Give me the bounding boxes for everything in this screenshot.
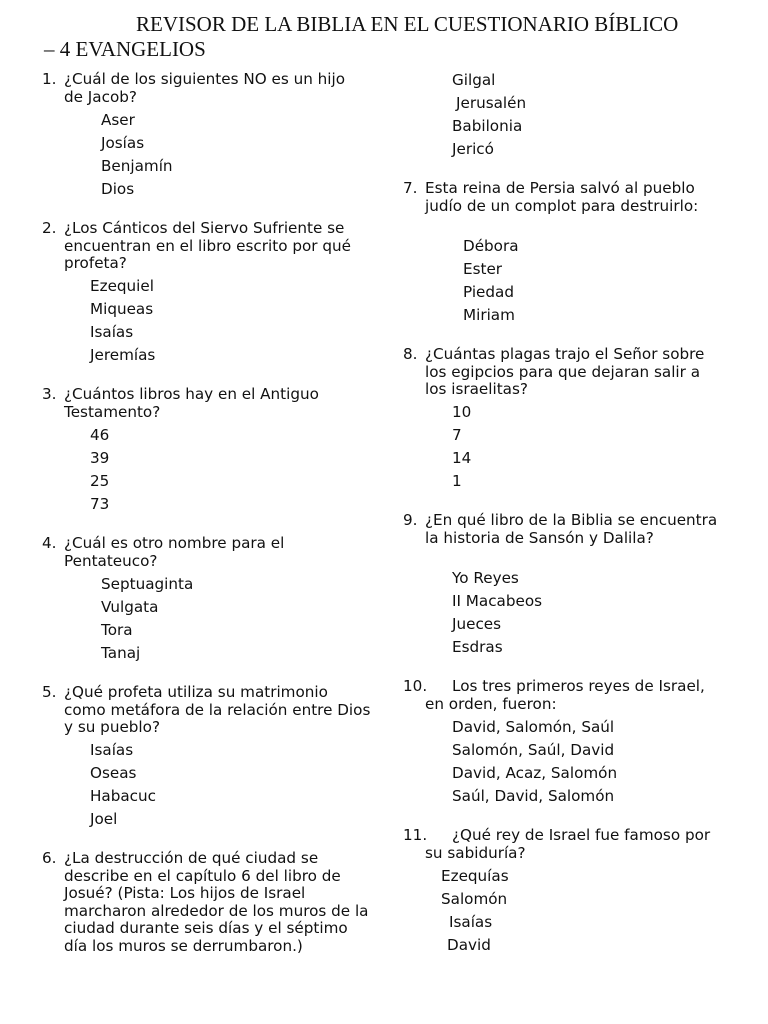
question-text: ¿Cuál de los siguientes NO es un hijo de Jacob? [64, 70, 345, 106]
question-text: ¿En qué libro de la Biblia se encuentra la historia de Sansón y Dalila? [425, 511, 718, 547]
option: 46 [90, 426, 110, 444]
question-number: 10. [403, 677, 428, 695]
title-line-2: – 4 EVANGELIOS [44, 37, 206, 61]
question-number: 8. [403, 345, 418, 363]
option: Miriam [463, 306, 515, 324]
option: Benjamín [101, 157, 173, 175]
option: 14 [452, 449, 472, 467]
question-11 [403, 827, 723, 862]
question-text: ¿Qué rey de Israel fue famoso por su sabiduría? [425, 826, 711, 862]
option: II Macabeos [452, 592, 543, 610]
question-number: 5. [42, 683, 57, 701]
option: Habacuc [90, 787, 157, 805]
question-text: ¿La destrucción de qué ciudad se describe en el capítulo 6 del libro de Josué? (Pista: Los hijos de Israel marcharon alrededor de los muros de la ciudad durante seis días y el séptimo día los muros se derrumbaron.) [64, 849, 369, 955]
option: Saúl, David, Salomón [452, 787, 615, 805]
question-text: ¿Qué profeta utiliza su matrimonio como metáfora de la relación entre Dios y su pueblo? [64, 683, 371, 736]
question-10 [403, 678, 723, 713]
option: 25 [90, 472, 110, 490]
question-7 [403, 180, 723, 215]
question-8 [403, 346, 713, 399]
question-9 [403, 512, 723, 547]
option: Oseas [90, 764, 137, 782]
question-number: 2. [42, 219, 57, 237]
question-number: 3. [42, 385, 57, 403]
option: Jeremías [90, 346, 156, 364]
option: David [447, 936, 491, 954]
option: Yo Reyes [452, 569, 519, 587]
question-number: 9. [403, 511, 418, 529]
option: Isaías [90, 323, 134, 341]
option: Babilonia [452, 117, 523, 135]
option: Tanaj [101, 644, 141, 662]
option: Salomón [441, 890, 508, 908]
option: Josías [101, 134, 145, 152]
option: Ezequías [441, 867, 509, 885]
question-text: Los tres primeros reyes de Israel, en orden, fueron: [425, 677, 705, 713]
option: Débora [463, 237, 519, 255]
question-text: Esta reina de Persia salvó al pueblo judío de un complot para destruirlo: [425, 179, 699, 215]
option: Aser [101, 111, 135, 129]
question-3 [42, 386, 372, 421]
option: Isaías [449, 913, 493, 931]
option: Salomón, Saúl, David [452, 741, 615, 759]
question-text: ¿Cuántos libros hay en el Antiguo Testamento? [64, 385, 319, 421]
question-number: 4. [42, 534, 57, 552]
option: Vulgata [101, 598, 159, 616]
question-number: 11. [403, 826, 428, 844]
page-title [44, 12, 744, 62]
question-text: ¿Cuántas plagas trajo el Señor sobre los egipcios para que dejaran salir a los israelitas? [425, 345, 705, 398]
option: Tora [101, 621, 133, 639]
title-line-1: REVISOR DE LA BIBLIA EN EL CUESTIONARIO BÍBLICO [136, 12, 679, 36]
option: 73 [90, 495, 110, 513]
question-number: 6. [42, 849, 57, 867]
question-2 [42, 220, 372, 273]
option: Dios [101, 180, 135, 198]
question-4 [42, 535, 342, 570]
option: 1 [452, 472, 462, 490]
option: Isaías [90, 741, 134, 759]
question-number: 7. [403, 179, 418, 197]
option: Septuaginta [101, 575, 194, 593]
option: David, Acaz, Salomón [452, 764, 618, 782]
question-text: ¿Cuál es otro nombre para el Pentateuco? [64, 534, 285, 570]
option: Esdras [452, 638, 503, 656]
question-number: 1. [42, 70, 57, 88]
option: 10 [452, 403, 472, 421]
option: Joel [90, 810, 118, 828]
question-6 [42, 850, 372, 955]
option: Jueces [452, 615, 502, 633]
option: Miqueas [90, 300, 154, 318]
option: Ester [463, 260, 503, 278]
option: Jerusalén [456, 94, 527, 112]
question-5 [42, 684, 372, 737]
option: 39 [90, 449, 110, 467]
option: Ezequiel [90, 277, 154, 295]
question-text: ¿Los Cánticos del Siervo Sufriente se encuentran en el libro escrito por qué profeta? [64, 219, 351, 272]
option: Gilgal [452, 71, 496, 89]
option: Piedad [463, 283, 514, 301]
question-1 [42, 71, 362, 106]
option: 7 [452, 426, 462, 444]
option: Jericó [452, 140, 494, 158]
option: David, Salomón, Saúl [452, 718, 615, 736]
